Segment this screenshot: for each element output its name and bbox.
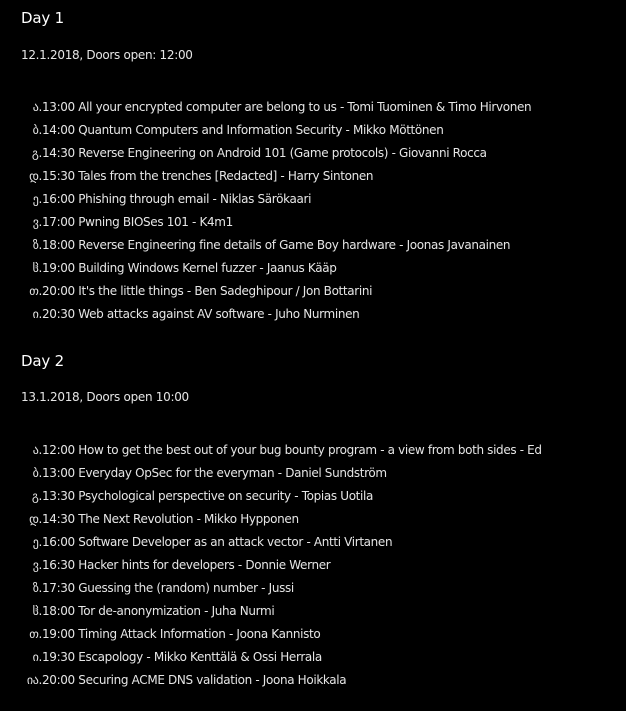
list-marker: თ. — [29, 627, 42, 641]
list-marker: დ. — [29, 169, 42, 183]
list-marker: ბ. — [32, 123, 42, 137]
talk-text: 18:00 Tor de-anonymization - Juha Nurmi — [42, 604, 275, 618]
day-2-title: Day 2 — [21, 352, 64, 370]
list-marker: ბ. — [32, 466, 42, 480]
list-marker: ზ. — [32, 238, 42, 252]
talk-text: 17:30 Guessing the (random) number - Jussi — [42, 581, 294, 595]
talk-text: 19:00 Timing Attack Information - Joona Kannisto — [42, 627, 321, 641]
talk-text: 14:30 The Next Revolution - Mikko Hypponen — [42, 512, 299, 526]
talk-text: 15:30 Tales from the trenches [Redacted] - Harry Sintonen — [42, 169, 374, 183]
list-marker: ვ. — [32, 558, 42, 572]
talk-text: 16:00 Phishing through email - Niklas Särökaari — [42, 192, 312, 206]
talk-text: 13:30 Psychological perspective on security - Topias Uotila — [42, 489, 374, 503]
list-marker: ია. — [26, 673, 42, 687]
list-marker: ა. — [32, 443, 42, 457]
talk-text: 20:00 It's the little things - Ben Sadeghipour / Jon Bottarini — [42, 284, 373, 298]
talk-text: 16:00 Software Developer as an attack vector - Antti Virtanen — [42, 535, 393, 549]
talk-text: 14:00 Quantum Computers and Information Security - Mikko Möttönen — [42, 123, 444, 137]
talk-text: 13:00 All your encrypted computer are belong to us - Tomi Tuominen & Timo Hirvonen — [42, 100, 532, 114]
list-marker: ზ. — [32, 581, 42, 595]
talk-text: 12:00 How to get the best out of your bug bounty program - a view from both sides - Ed — [42, 443, 542, 457]
list-marker: ვ. — [32, 215, 42, 229]
day-2-date: 13.1.2018, Doors open 10:00 — [21, 390, 189, 404]
list-marker: დ. — [29, 512, 42, 526]
talk-text: 19:30 Escapology - Mikko Kenttälä & Ossi Herrala — [42, 650, 322, 664]
talk-text: 19:00 Building Windows Kernel fuzzer - Jaanus Kääp — [42, 261, 337, 275]
talk-text: 16:30 Hacker hints for developers - Donnie Werner — [42, 558, 331, 572]
day-1-title: Day 1 — [21, 9, 64, 27]
list-marker: ი. — [32, 307, 42, 321]
list-marker: გ. — [31, 489, 42, 503]
talk-text: 14:30 Reverse Engineering on Android 101 (Game protocols) - Giovanni Rocca — [42, 146, 487, 160]
talk-text: 18:00 Reverse Engineering fine details of Game Boy hardware - Joonas Javanainen — [42, 238, 511, 252]
day-1-date: 12.1.2018, Doors open: 12:00 — [21, 48, 193, 62]
list-marker: ჱ. — [32, 261, 42, 275]
talk-text: 20:30 Web attacks against AV software - Juho Nurminen — [42, 307, 360, 321]
talk-text: 13:00 Everyday OpSec for the everyman - Daniel Sundström — [42, 466, 387, 480]
list-marker: თ. — [29, 284, 42, 298]
list-marker: გ. — [31, 146, 42, 160]
list-marker: ი. — [32, 650, 42, 664]
talk-text: 17:00 Pwning BIOSes 101 - K4m1 — [42, 215, 233, 229]
list-marker: ჱ. — [32, 604, 42, 618]
list-marker: ე. — [32, 192, 42, 206]
talk-text: 20:00 Securing ACME DNS validation - Joona Hoikkala — [42, 673, 347, 687]
list-marker: ა. — [32, 100, 42, 114]
list-marker: ე. — [32, 535, 42, 549]
